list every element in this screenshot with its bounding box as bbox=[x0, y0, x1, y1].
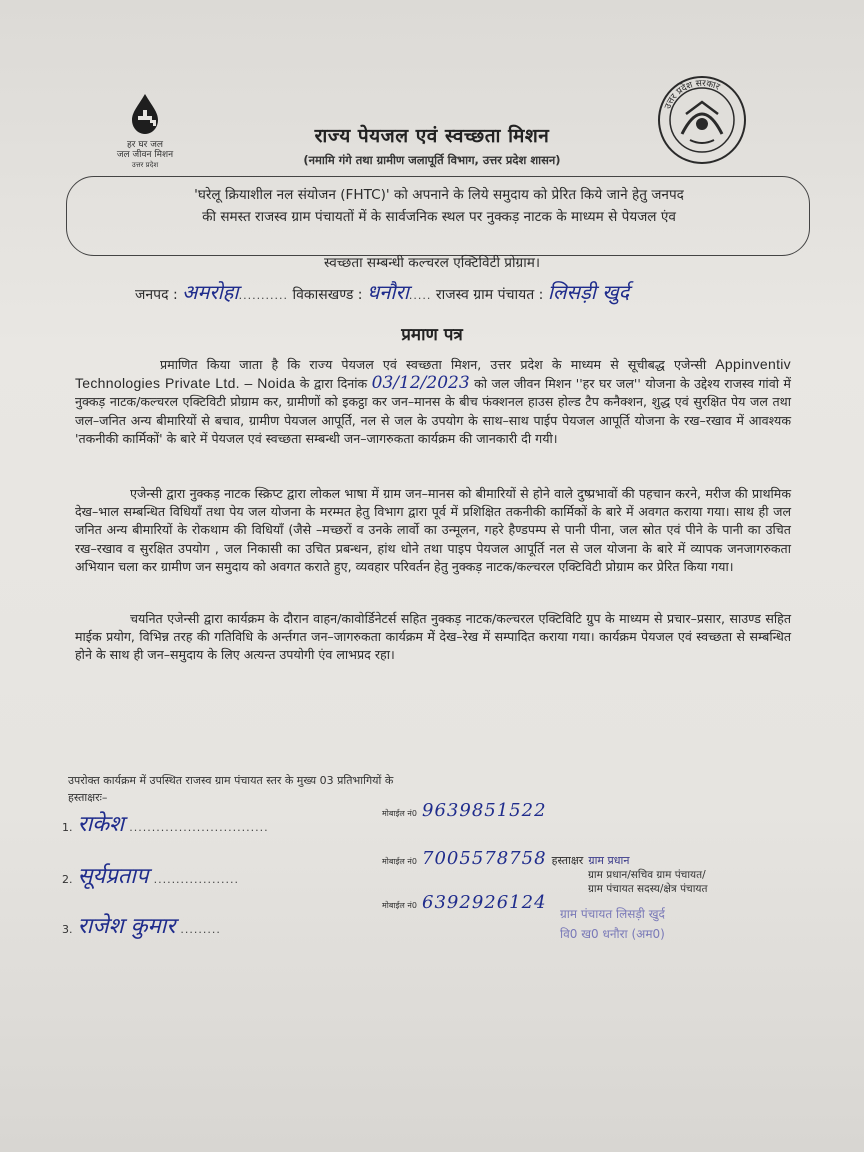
stamp-pradhan: ग्राम प्रधान bbox=[588, 854, 630, 867]
mobile-label: मोबाईल नं0 bbox=[382, 901, 417, 910]
signatory-name: सूर्यप्रताप bbox=[77, 864, 149, 889]
member-line: ग्राम पंचायत सदस्य/क्षेत्र पंचायत bbox=[588, 883, 708, 895]
signatory-name: राकेश bbox=[77, 812, 125, 837]
mobile-row bbox=[382, 800, 547, 821]
banner-line-1: 'घरेलू क्रियाशील नल संयोजन (FHTC)' को अपनाने के लिये समुदाय को प्रेरित किये जाने हेतु जनपद bbox=[194, 187, 684, 203]
mobile-number: 7005578758 bbox=[422, 848, 547, 869]
stamp-panchayat: ग्राम पंचायत लिसड़ी खुर्द bbox=[560, 907, 665, 921]
logo-line-2: जल जीवन मिशन bbox=[116, 150, 174, 160]
logo-line-1: हर घर जल bbox=[127, 140, 163, 150]
attendance-line-2: हस्ताक्षरः– bbox=[68, 791, 108, 804]
signatory-name: राजेश कुमार bbox=[77, 914, 176, 939]
p1-rest: को जल जीवन मिशन ''हर घर जल'' योजना के उद्देश्य राजस्व गांवो में नुक्कड़ नाटक/कल्चरल एक्टिविटी प्रोग्राम कर, ग्रामीणों को इकट्ठा कर जन–मानस के बीच फंक्शनल हाउस होल्ड टैप कनैक्शन, शुद्ध एवं सुरक्षित पेय जल तथा जल–जनित अन्य बीमारियों से बचाव, ग्रामीण पेयजल आपूर्ति, नल से जल के उपयोग के साथ–साथ पाईप पेयजल आपूर्ति योजना के रख–रखाव में आवश्यक 'तकनीकी कार्मिकों' के बारे में पेयजल एवं स्वच्छता सम्बन्धी जन–जागरुकता कार्यक्रम की जानकारी दी गयी। bbox=[75, 376, 791, 446]
page-title: राज्य पेयजल एवं स्वच्छता मिशन bbox=[314, 125, 550, 147]
mobile-row bbox=[382, 848, 629, 869]
official-stamp bbox=[560, 904, 760, 944]
agency-name: Appinventiv Technologies Private Ltd. – Noida bbox=[75, 356, 791, 392]
p1-intro: प्रमाणित किया जाता है कि राज्य पेयजल एवं स्वच्छता मिशन, उत्तर प्रदेश के माध्यम से सूचीबद्ध एजेन्सी bbox=[160, 357, 707, 372]
district-value: अमरोहा bbox=[182, 280, 239, 304]
svg-text:उत्तर प्रदेश सरकार bbox=[663, 79, 721, 111]
paragraph-2: एजेन्सी द्वारा नुक्कड़ नाटक स्क्रिप्ट द्वारा लोकल भाषा में ग्राम जन–मानस को बीमारियों से होने वाले दुष्प्रभावों की पहचान करने, मरीज की प्राथमिक देख–भाल सम्बन्धित विधियाँ तथा पेय जल योजना के मरम्मत हेतु विभाग द्वारा पूर्व में प्रशिक्षित तकनीकी कार्मिकों के बारे में अवगत कराया गया। साथ ही जल जनित अन्य बीमारियों के रोकथाम की विधियाँ (जैसे –मच्छरों व उनके लार्वो का उन्मूलन, गहरे हैण्डपम्प से पानी पीना, जल स्रोत एवं पीने के पानी का उचित रख–रखाव व सुरक्षित उपयोग , जल निकासी का उचित प्रबन्धन, हांथ धोने तथा पाइप पेयजल आपूर्ति नल से जल योजना के बारे में व्यापक जनजागरुकता अभियान चला कर ग्रामीण जन समुदाय को अवगत कराते हुए, व्यवहार परिवर्तन हेतु नुक्कड़ नाटक/कल्चरल एक्टिविटी प्रोग्राम कर प्रेरित किया गया। bbox=[75, 486, 791, 574]
mobile-number: 9639851522 bbox=[422, 800, 547, 821]
block-value: धनौरा bbox=[366, 280, 409, 304]
attendance-line-1: उपरोक्त कार्यक्रम में उपस्थित राजस्व ग्राम पंचायत स्तर के मुख्य 03 प्रतिभागियों के bbox=[68, 774, 394, 787]
seal-text: उत्तर प्रदेश सरकार bbox=[663, 78, 722, 111]
signatory-number: 2. bbox=[62, 873, 73, 886]
district-label: जनपद : bbox=[135, 287, 178, 303]
signature-label: हस्ताक्षर bbox=[551, 854, 584, 867]
paragraph-3: चयनित एजेन्सी द्वारा कार्यक्रम के दौरान वाहन/कावोर्डिनेटर्स सहित नुक्कड़ नाटक/कल्चरल एक्टिविटि ग्रुप के माध्यम से प्रचार–प्रसार, साउण्ड सहित माईक प्रयोग, विभिन्न तरह की गतिविधि के अर्न्तगत जन–जागरुकता कार्यक्रम मेें देख–रेख में सम्पादित कराया गया। कार्यक्रम पेयजल एवं स्वच्छता से सम्बन्धित होने के साथ ही जन–समुदाय के लिए अत्यन्त उपयोगी एंव लाभप्रद रहा। bbox=[75, 611, 791, 663]
panchayat-label: राजस्व ग्राम पंचायत : bbox=[435, 287, 544, 303]
mobile-label: मोबाईल नं0 bbox=[382, 857, 417, 866]
mobile-label: मोबाईल नं0 bbox=[382, 809, 417, 818]
banner-line-3: स्वच्छता सम्बन्धी कल्चरल एक्टिविटी प्रोग्राम। bbox=[323, 255, 541, 271]
page-subtitle: (नमामि गंगे तथा ग्रामीण जलापूर्ति विभाग, उत्तर प्रदेश शासन) bbox=[303, 153, 561, 167]
logo-line-3: उत्तर प्रदेश bbox=[131, 161, 159, 169]
signatory-number: 3. bbox=[62, 923, 73, 936]
p1-by-date: के द्वारा दिनांक bbox=[299, 376, 368, 392]
program-banner-text bbox=[78, 184, 800, 228]
signatory-row: 2. सूर्यप्रताप ................... bbox=[62, 864, 240, 889]
program-date: 03/12/2023 bbox=[371, 373, 470, 394]
banner-line-2: की समस्त राजस्व ग्राम पंचायतों में के सार्वजनिक स्थल पर नुक्कड़ नाटक के माध्यम से पेयजल एंव bbox=[202, 209, 676, 225]
mobile-number: 6392926124 bbox=[422, 892, 547, 913]
certificate-title: प्रमाण पत्र bbox=[401, 325, 463, 345]
block-label: विकासखण्ड : bbox=[292, 287, 363, 303]
stamp-block: वि0 ख0 धनौरा (अम0) bbox=[560, 927, 665, 941]
signatory-number: 1. bbox=[62, 821, 73, 834]
signatory-row: 3. राजेश कुमार ......... bbox=[62, 914, 221, 939]
pradhan-line: ग्राम प्रधान/सचिव ग्राम पंचायत/ bbox=[588, 869, 706, 881]
panchayat-value: लिसड़ी खुर्द bbox=[547, 280, 630, 304]
signatory-row: 1. राकेश ............................... bbox=[62, 812, 269, 837]
mobile-row bbox=[382, 892, 547, 913]
paragraph-1 bbox=[75, 355, 791, 448]
role-labels bbox=[588, 868, 708, 896]
location-fields: जनपद : अमरोहा........... विकासखण्ड : धनौरा..... राजस्व ग्राम पंचायत : लिसड़ी खुर्द bbox=[135, 280, 630, 304]
